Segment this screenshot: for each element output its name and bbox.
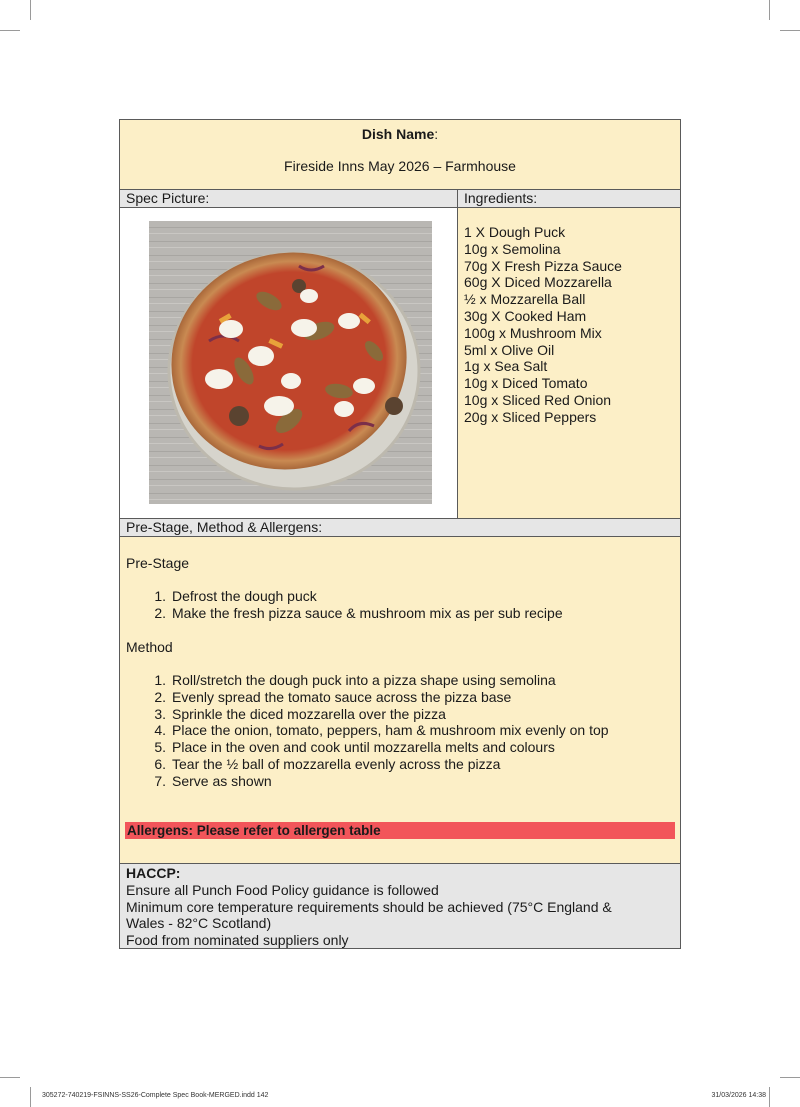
- ingredient-item: 1g x Sea Salt: [464, 358, 548, 375]
- step-text: Make the fresh pizza sauce & mushroom mix as per sub recipe: [172, 604, 563, 621]
- dish-name-label-line: [120, 124, 680, 144]
- dish-name-label: Dish Name: [361, 126, 435, 142]
- method-step: [148, 706, 609, 723]
- step-text: Evenly spread the tomato sauce across the pizza base: [172, 688, 512, 705]
- pre-stage-step: [148, 605, 563, 622]
- dish-name-row: [120, 120, 680, 190]
- pizza-photo: [149, 221, 432, 504]
- crop-mark: [769, 1087, 770, 1107]
- step-number: 3.: [154, 705, 166, 722]
- ingredient-item: 1 X Dough Puck: [464, 224, 566, 240]
- method-list: [148, 672, 609, 790]
- haccp-line: Wales - 82°C Scotland): [126, 915, 272, 932]
- spec-sheet: [119, 119, 681, 949]
- picture-ingredients-row: [120, 208, 680, 519]
- method-section-header: Pre-Stage, Method & Allergens:: [120, 519, 680, 537]
- step-number: 1.: [154, 588, 166, 604]
- haccp-row: [120, 864, 680, 948]
- ingredient-item: 100g x Mushroom Mix: [464, 324, 602, 341]
- method-step: [148, 756, 609, 773]
- method-step: [148, 689, 609, 706]
- step-text: Serve as shown: [172, 772, 272, 789]
- haccp-title: HACCP:: [126, 865, 181, 881]
- crop-mark: [769, 0, 770, 20]
- step-number: 7.: [154, 772, 166, 789]
- ingredient-item: ½ x Mozzarella Ball: [464, 291, 586, 308]
- method-step: [148, 672, 609, 689]
- spec-picture-cell: [120, 208, 458, 518]
- pre-stage-heading: Pre-Stage: [126, 555, 190, 571]
- footer-timestamp: 31/03/2026 14:38: [711, 1092, 766, 1099]
- method-step: [148, 739, 609, 756]
- spec-picture-header: Spec Picture:: [120, 190, 458, 207]
- crop-mark: [780, 30, 800, 31]
- ingredient-item: 10g x Diced Tomato: [464, 375, 588, 392]
- method-row: [120, 537, 680, 864]
- step-text: Place in the oven and cook until mozzarella melts and colours: [172, 739, 555, 756]
- step-text: Sprinkle the diced mozzarella over the pizza: [172, 705, 446, 722]
- step-number: 2.: [154, 604, 166, 621]
- ingredients-cell: [458, 208, 680, 518]
- dish-name-value: Fireside Inns May 2026 – Farmhouse: [284, 158, 516, 174]
- step-text: Defrost the dough puck: [172, 588, 317, 604]
- haccp-line: Ensure all Punch Food Policy guidance is followed: [126, 881, 439, 898]
- method-step: [148, 722, 609, 739]
- picture-ingredients-header: [120, 190, 680, 208]
- crop-mark: [30, 1087, 31, 1107]
- ingredient-item: 70g X Fresh Pizza Sauce: [464, 257, 622, 274]
- method-heading: Method: [126, 639, 173, 655]
- crop-mark: [0, 1077, 20, 1078]
- step-text: Place the onion, tomato, peppers, ham & mushroom mix evenly on top: [172, 722, 609, 739]
- crop-mark: [780, 1077, 800, 1078]
- ingredient-item: 5ml x Olive Oil: [464, 341, 555, 358]
- allergens-bar: Allergens: Please refer to allergen table: [125, 822, 675, 839]
- haccp-line: Food from nominated suppliers only: [126, 932, 349, 949]
- crop-mark: [30, 0, 31, 20]
- step-number: 2.: [154, 688, 166, 705]
- ingredient-item: 20g x Sliced Peppers: [464, 408, 597, 425]
- ingredient-item: 60g X Diced Mozzarella: [464, 274, 612, 291]
- crop-mark: [0, 30, 20, 31]
- footer-file-info: 305272-740219-FSINNS-SS26-Complete Spec Book-MERGED.indd 142: [42, 1092, 269, 1099]
- step-text: Tear the ½ ball of mozzarella evenly across the pizza: [172, 755, 501, 772]
- pizza-illustration: [149, 221, 432, 504]
- pre-stage-list: [148, 588, 563, 622]
- ingredients-header: Ingredients:: [464, 190, 538, 206]
- step-text: Roll/stretch the dough puck into a pizza shape using semolina: [172, 672, 556, 688]
- ingredient-item: 10g x Sliced Red Onion: [464, 391, 612, 408]
- step-number: 5.: [154, 739, 166, 756]
- step-number: 1.: [154, 672, 166, 688]
- step-number: 6.: [154, 755, 166, 772]
- ingredient-item: 10g x Semolina: [464, 240, 561, 257]
- step-number: 4.: [154, 722, 166, 739]
- method-step: [148, 773, 609, 790]
- pre-stage-step: [148, 588, 563, 605]
- haccp-line: Minimum core temperature requirements should be achieved (75°C England &: [126, 898, 612, 915]
- ingredient-item: 30g X Cooked Ham: [464, 307, 587, 324]
- dish-name-colon: :: [434, 126, 439, 142]
